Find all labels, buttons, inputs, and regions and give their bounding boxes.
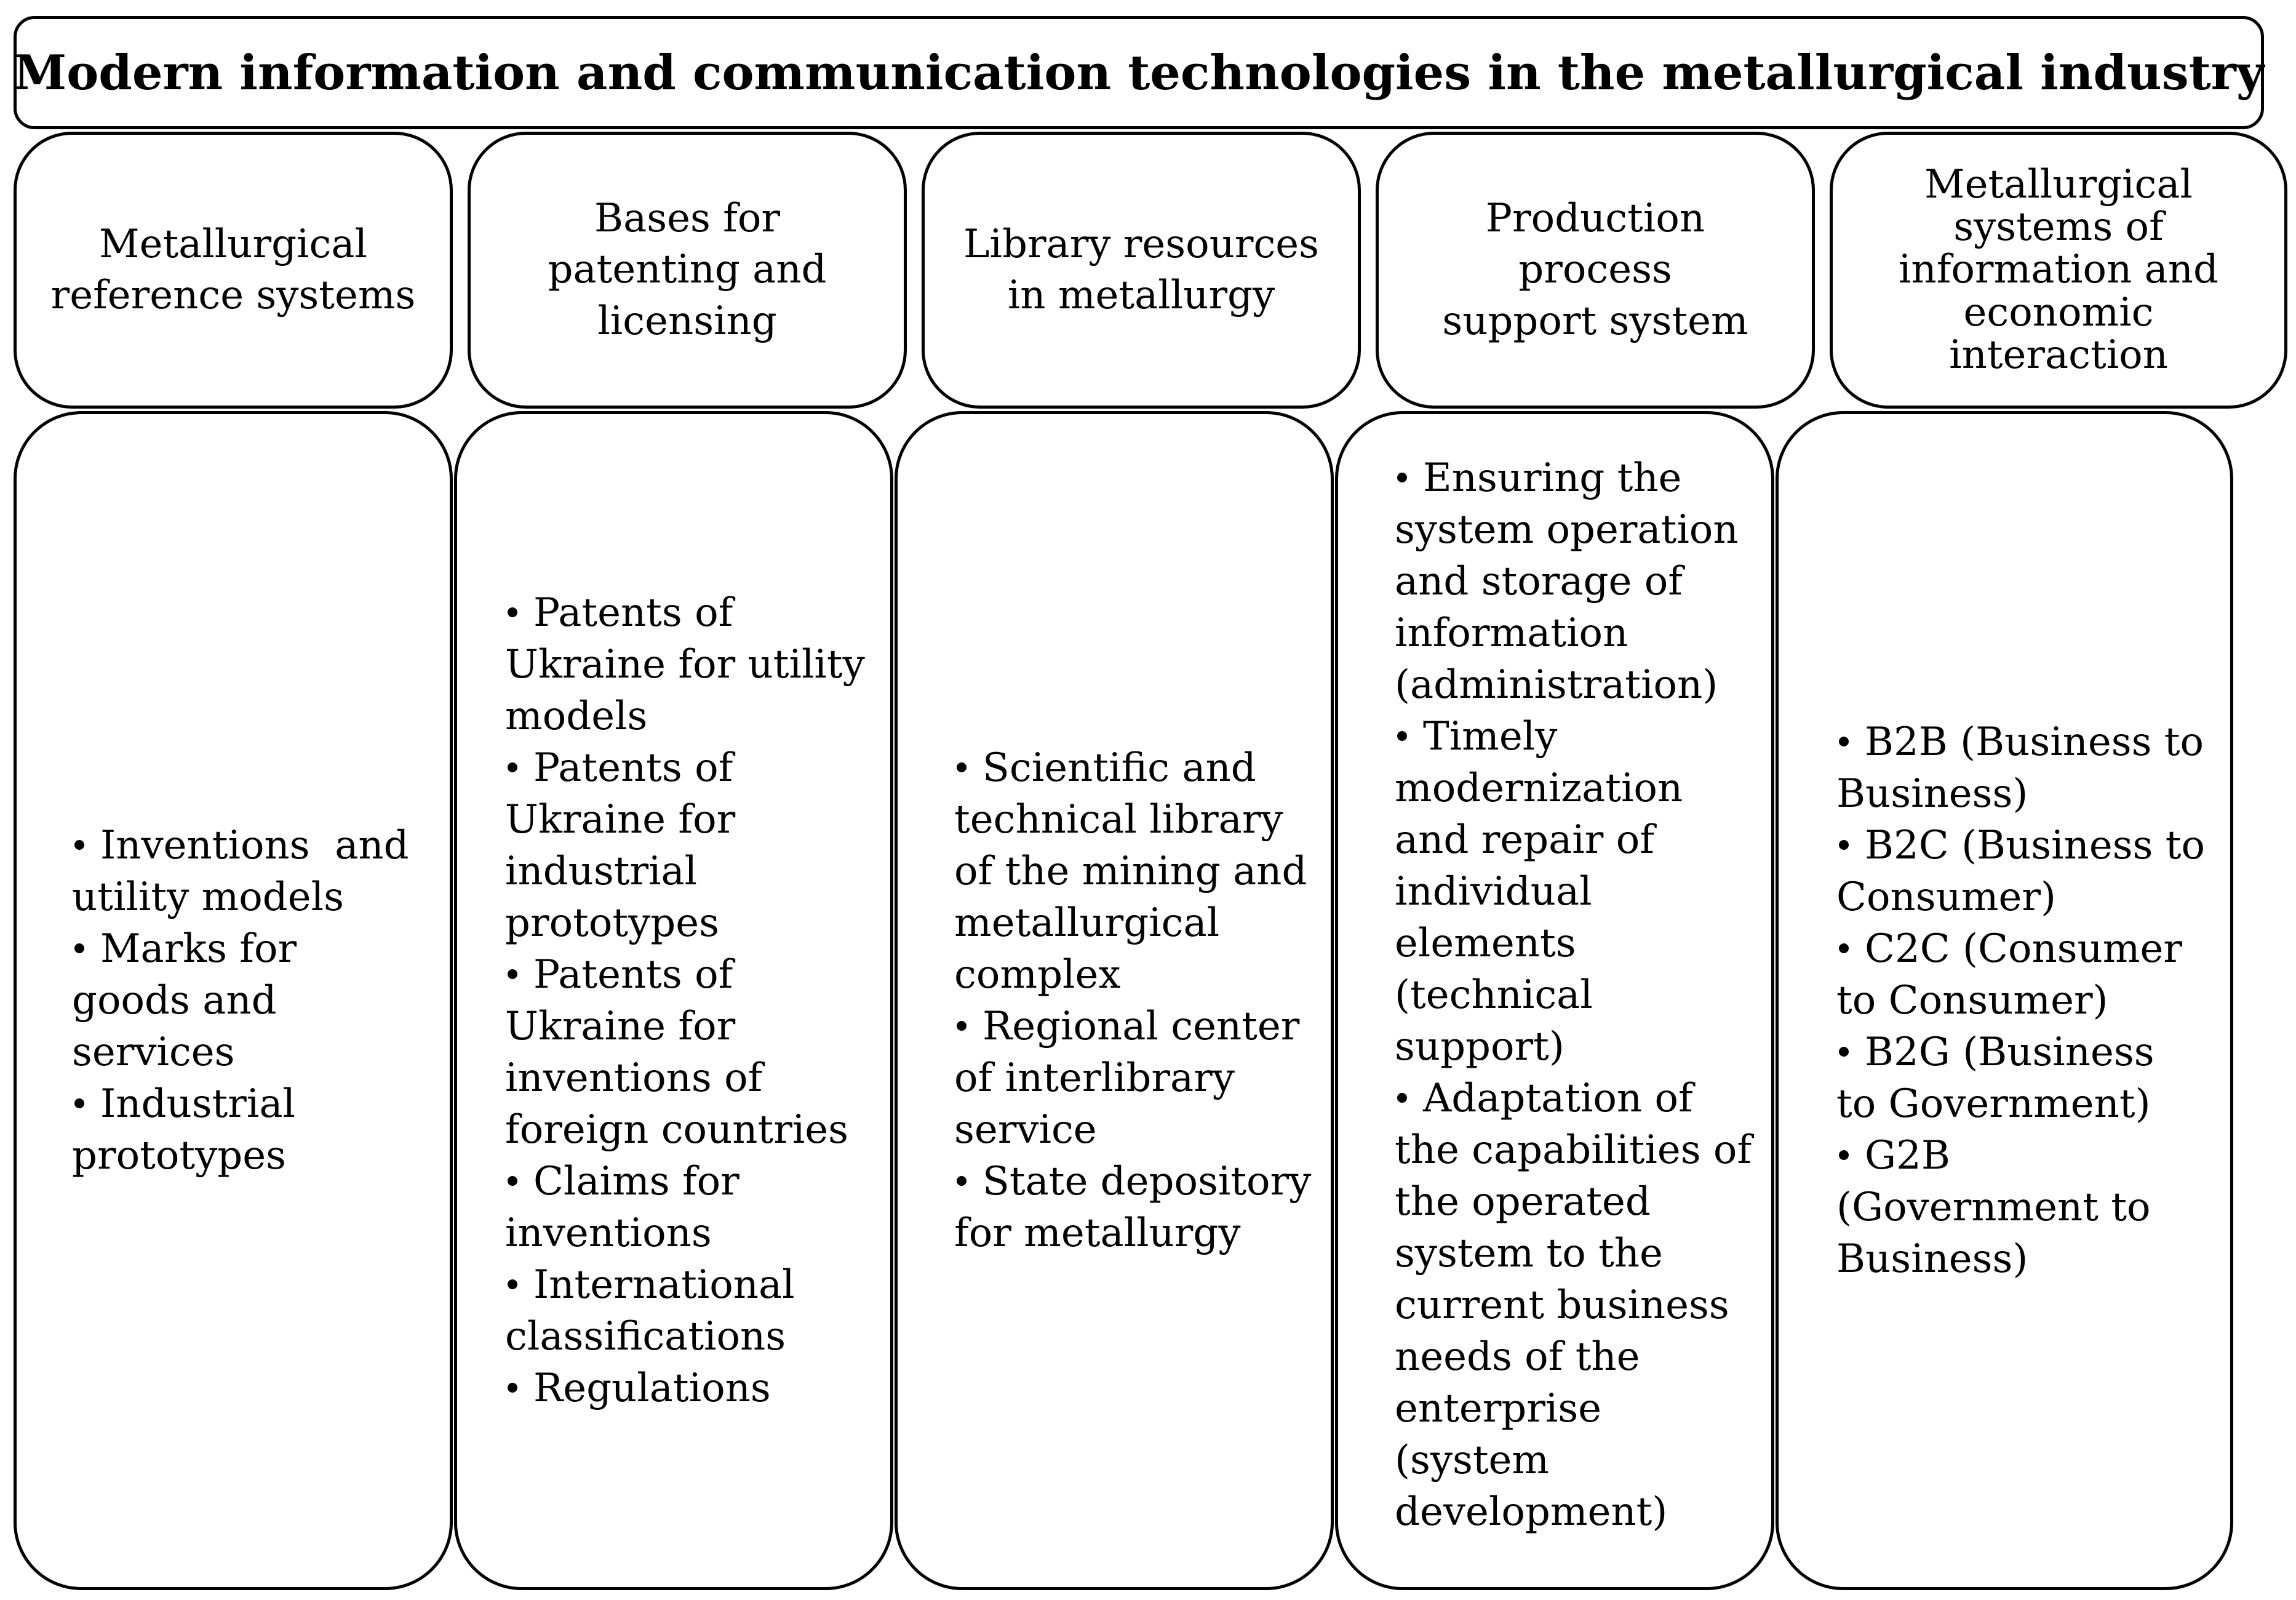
bullet-list [505,587,872,1414]
bullet-icon [1397,1093,1407,1103]
header-box-economic-interaction [1830,132,2287,409]
bullet-icon [508,1279,517,1289]
bullet-icon [1839,943,1849,953]
bullet-icon [1397,473,1407,482]
list-item: Scientific and technical library of the mining and metallurgical complex [954,745,1307,998]
content-box-patenting-licensing [454,411,893,1590]
list-item: Ensuring the system operation and storage of information (administration) [1395,455,1739,708]
bullet-icon [957,762,967,772]
bullet-list [72,820,425,1182]
list-item: Patents of Ukraine for utility models [505,590,865,739]
list-item: Adaptation of the capabilities of the operated system to the current business needs of the enterprise (system development) [1395,1076,1752,1535]
list-item: Marks for goods and services [72,926,297,1075]
list-item: Regulations [505,1362,872,1414]
list-item: State depository for metallurgy [954,1159,1312,1256]
list-item: Patents of Ukraine for inventions of foreign countries [505,952,848,1153]
bullet-icon [74,1098,84,1108]
bullet-icon [508,762,517,772]
list-item: G2B (Government to Business) [1836,1133,2151,1282]
bullet-icon [957,1176,967,1186]
content-box-reference-systems [14,411,453,1590]
bullet-icon [1839,1047,1849,1057]
bullet-icon [1397,731,1407,741]
bullet-icon [1839,1150,1849,1160]
list-item: Regional center of interlibrary service [954,1004,1300,1153]
header-text: Metallurgical reference systems [50,221,416,318]
header-box-production-support [1376,132,1815,409]
bullet-icon [508,1176,517,1186]
bullet-icon [508,1383,517,1393]
bullet-icon [957,1021,967,1031]
header-box-library-resources [922,132,1361,409]
bullet-list [1836,716,2206,1285]
header-text: Metallurgical systems of information and economic interaction [1899,162,2218,378]
header-text: Library resources in metallurgy [963,221,1319,318]
bullet-list [1395,452,1753,1538]
bullet-list [954,742,1312,1259]
bullet-icon [508,969,517,979]
bullet-icon [1839,737,1849,746]
list-item: International classifications [505,1262,795,1359]
list-item: Industrial prototypes [72,1081,295,1178]
diagram-title-box [14,16,2264,129]
bullet-icon [74,840,84,850]
list-item: B2G (Business to Government) [1836,1030,2154,1127]
header-text: Production process support system [1442,196,1748,344]
list-item: C2C (Consumer to Consumer) [1836,926,2182,1023]
diagram-title: Modern information and communication technologies in the metallurgical industry [13,44,2265,101]
bullet-icon [1839,840,1849,850]
list-item: B2B (Business to Business) [1836,719,2204,817]
bullet-icon [74,943,84,953]
list-item: Patents of Ukraine for industrial prototypes [505,745,736,946]
content-box-economic-interaction [1776,411,2233,1590]
header-box-patenting-licensing [468,132,907,409]
bullet-icon [508,607,517,617]
header-box-reference-systems [14,132,453,409]
content-box-production-support [1335,411,1774,1590]
list-item: B2C (Business to Consumer) [1836,823,2205,920]
list-item: Claims for inventions [505,1159,739,1256]
list-item: Timely modernization and repair of individual elements (technical support) [1395,714,1683,1070]
list-item: Inventions and utility models [72,823,421,920]
header-text: Bases for patenting and licensing [548,196,827,344]
content-box-library-resources [895,411,1334,1590]
